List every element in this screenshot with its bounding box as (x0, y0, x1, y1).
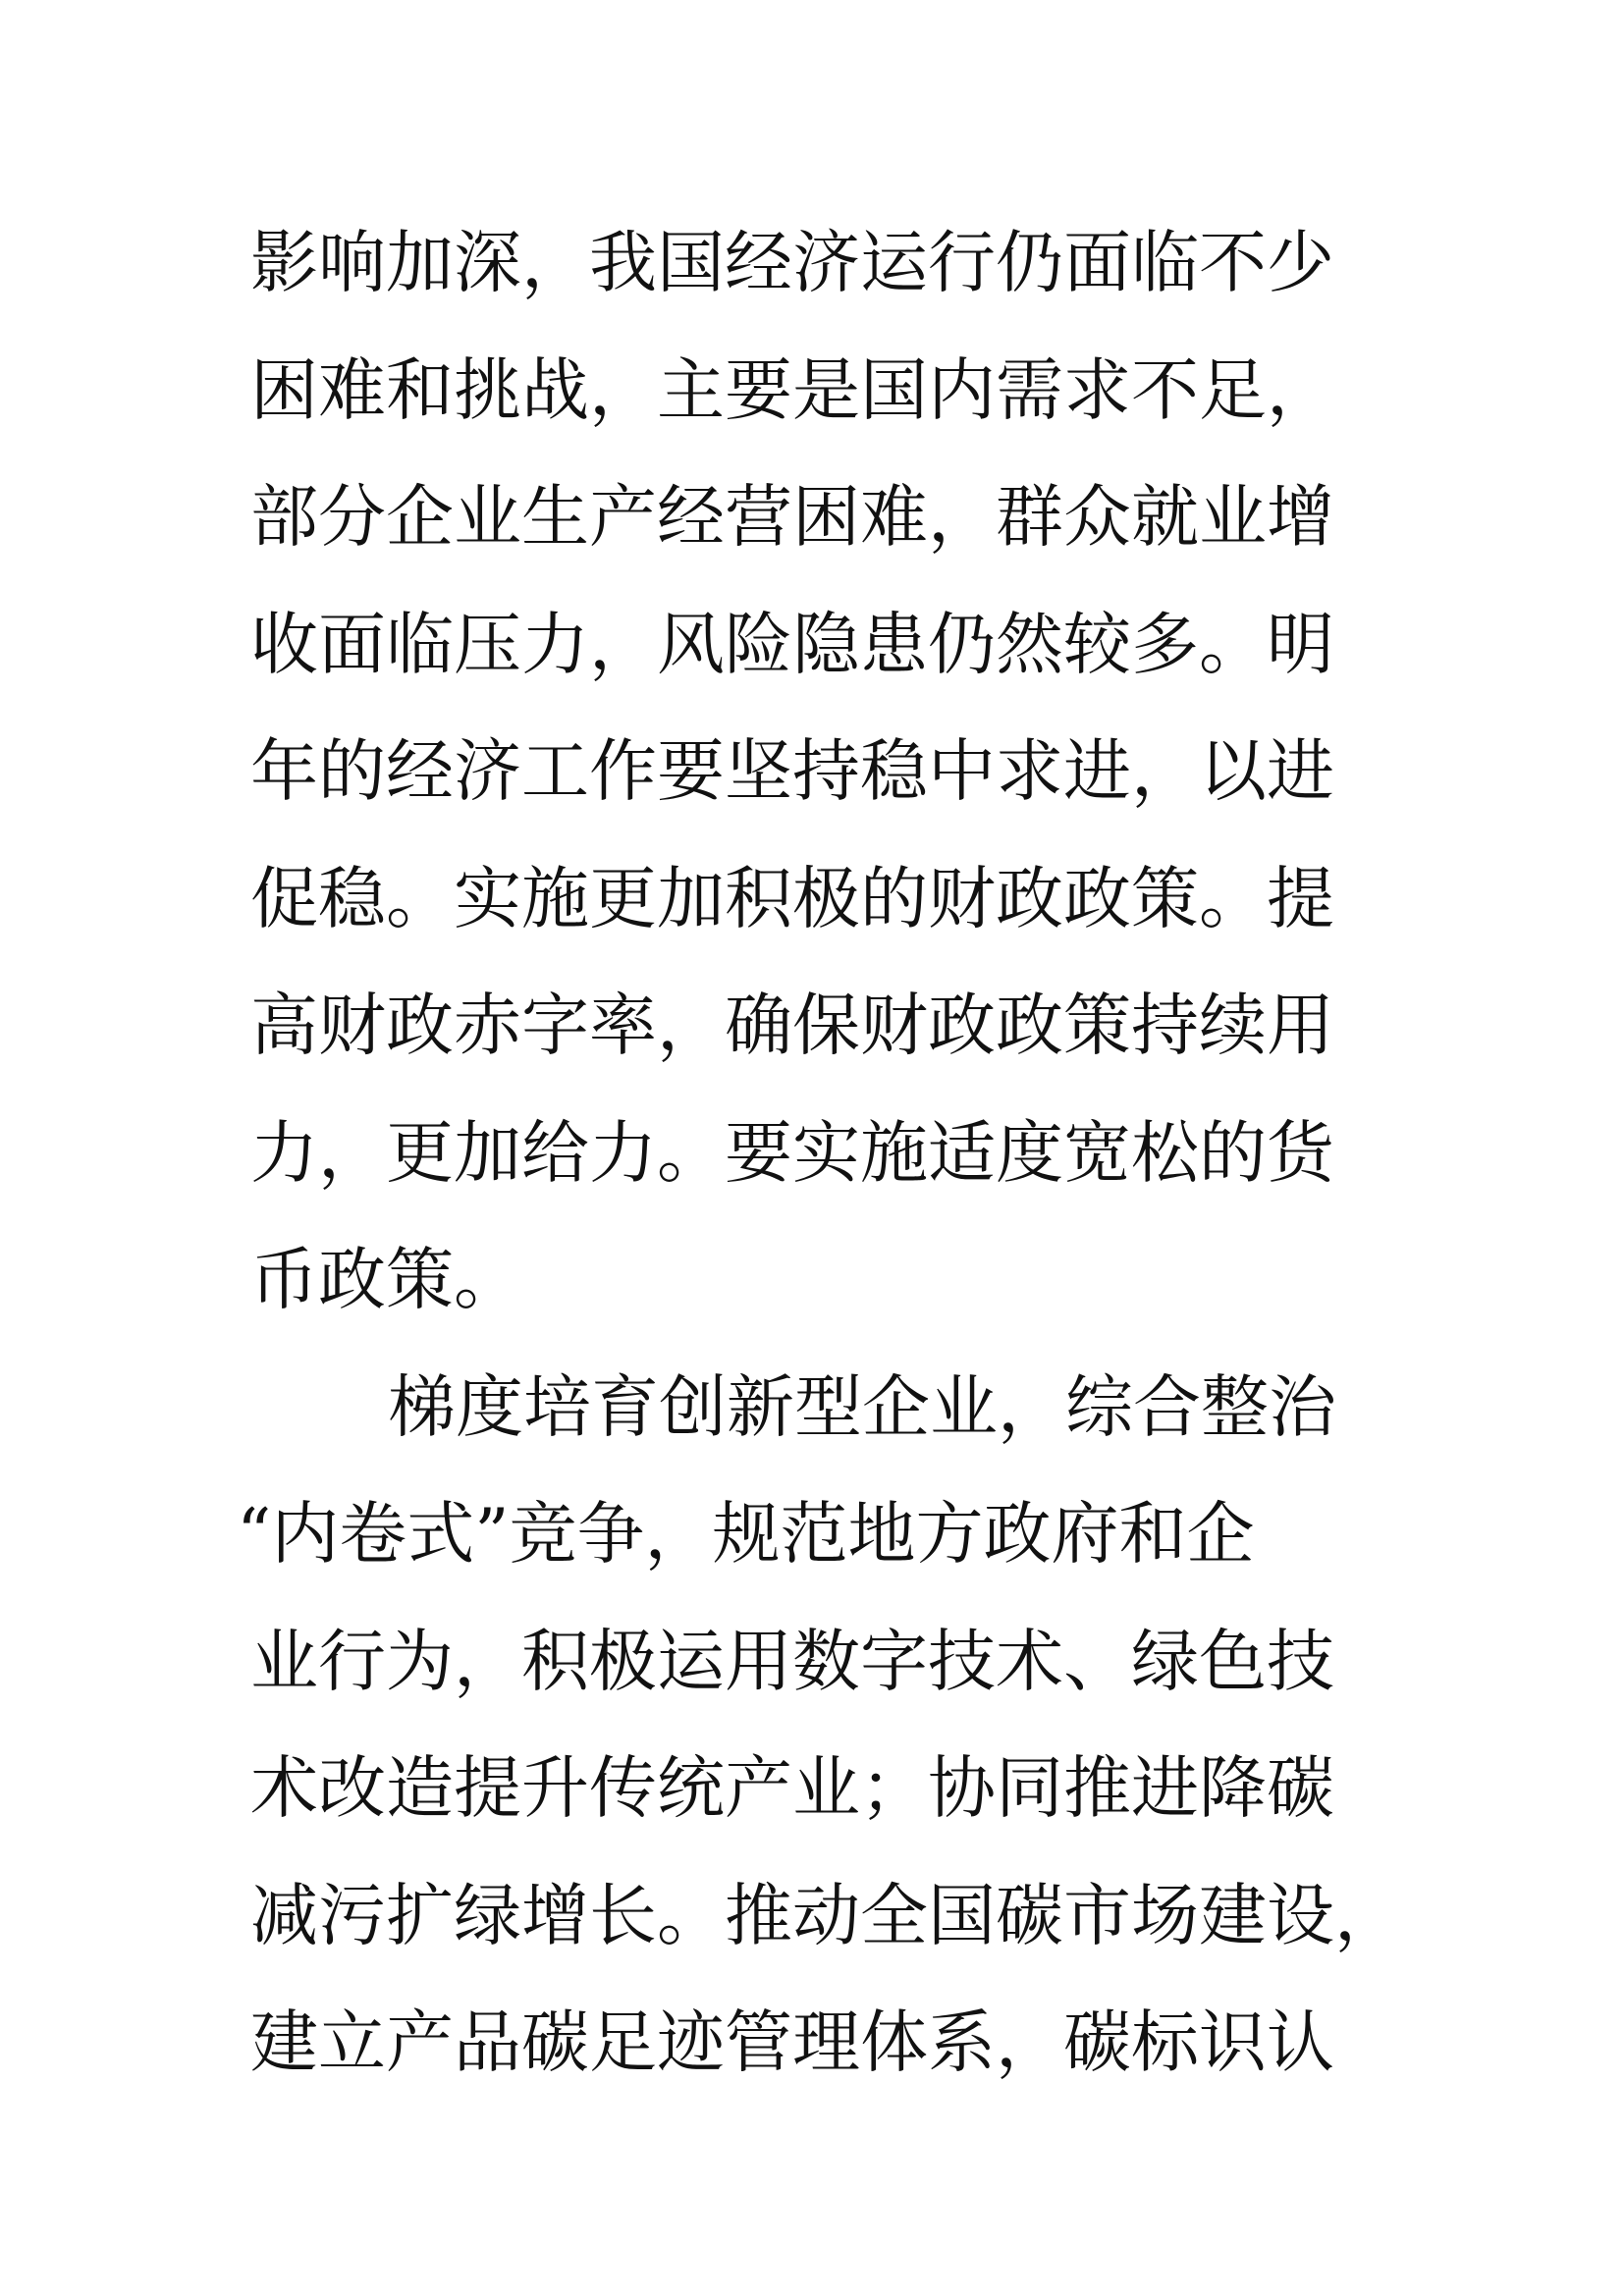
text-line: 币政策。 (250, 1241, 521, 1319)
text-line: 高财政赤字率，确保财政政策持续用 (250, 987, 1334, 1065)
text-line: 年的经济工作要坚持稳中求进，以进 (250, 732, 1334, 811)
text-line: 减污扩绿增长。推动全国碳市场建设， (250, 1876, 1402, 1955)
text-line: 业行为，积极运用数字技术、绿色技 (250, 1622, 1334, 1701)
text-line: 影响加深，我国经济运行仍面临不少 (250, 224, 1334, 302)
text-line: 困难和挑战，主要是国内需求不足， (250, 350, 1334, 430)
text-line: 部分企业生产经营困难，群众就业增 (250, 478, 1334, 557)
text-line: “内卷式”竞争，规范地方政府和企 (237, 1495, 1255, 1574)
text-line: 建立产品碳足迹管理体系，碳标识认 (250, 2003, 1334, 2082)
body-text (237, 224, 1429, 2131)
text-line: 促稳。实施更加积极的财政政策。提 (250, 859, 1334, 938)
paragraph-start-line: 梯度培育创新型企业，综合整治 (388, 1367, 1336, 1447)
text-line: 收面临压力，风险隐患仍然较多。明 (250, 605, 1334, 684)
text-line: 力，更加给力。要实施适度宽松的货 (250, 1113, 1334, 1193)
text-line: 术改造提升传统产业；协同推进降碳 (250, 1749, 1334, 1828)
